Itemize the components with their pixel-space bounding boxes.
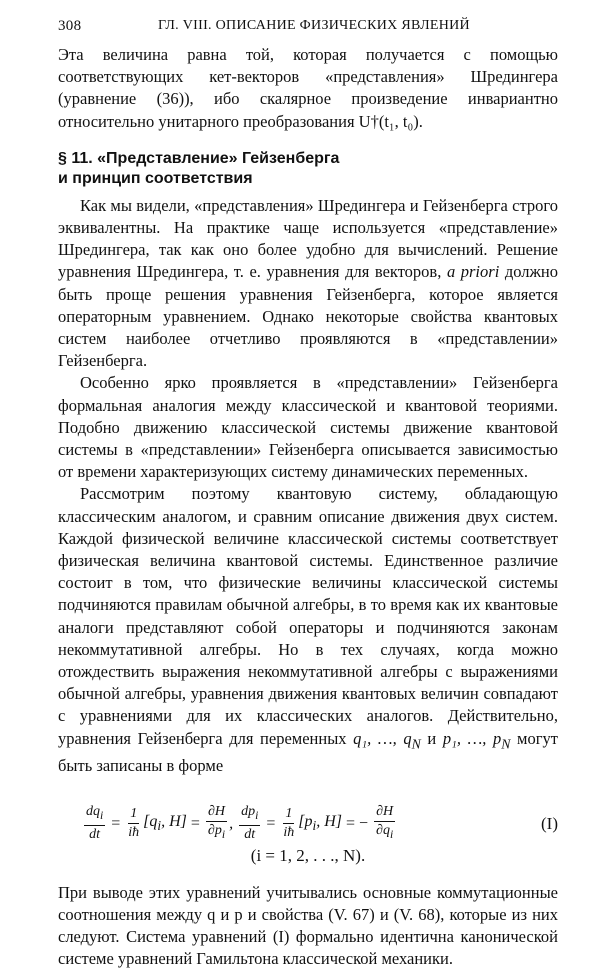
section-title-line2: и принцип соответствия <box>58 169 253 187</box>
intro-paragraph: Эта величина равна той, которая получается с помощью соответствующих кет-векторов «представления» Шредингера (уравнение (36)), ибо скалярное произведение инвариантно относительно унитарного преобразования U†(t₁, t₀). <box>58 45 558 131</box>
fraction-1-over-ih: $\frac{1}{iħ}$ <box>128 806 140 841</box>
equation-number: (I) <box>541 814 558 834</box>
paragraph-1-text-a: Как мы видели, «представления» Шредингера и Гейзенберга строго эквивалентны. На практике чаще используется «представление» Шредингера, так как оно более удобно для вычислений. Решение уравнения Шредингера, т. е. уравнения для векторов, <box>58 195 558 282</box>
section-heading <box>58 149 558 189</box>
equation-line: $\frac{dq_i}{dt}$ = $\frac{1}{iħ}$ [$q_i$, H] = $\frac{\partial H}{\partial p_i}$ , $\frac{dp_i}{dt}$ = $\frac{1}{iħ}$ [$p_i$, H] = − $\frac{\partial H}{\partial q_i}$ <box>86 804 394 843</box>
paragraph-3-text-a: Рассмотрим поэтому квантовую систему, обладающую классическим аналогом, и сравним описание движения двух систем. Каждой физической величине классической системы соответствует физическая величина квантовой системы. Единственное различие состоит в том, что физические величины классической системы подчиняются правилам обычной алгебры, в то время как их квантовые аналоги представляют собой операторы и подчиняются законам некоммутативной алгебры. Но в тех случаях, когда можно отождествить выражения некоммутативной алгебры с выражениями обычной алгебры, уравнения движения квантовых величин совпадают с уравнениями для их классических аналогов. Действительно, уравнения Гейзенберга для переменных <box>58 484 558 748</box>
commutator-p-h: [$p_i$, H] <box>298 812 342 833</box>
a-priori-term: a priori <box>446 262 500 282</box>
paragraph-3 <box>58 483 558 777</box>
fraction-1-over-ih-2: $\frac{1}{iħ}$ <box>283 806 295 841</box>
fraction-dh-dq: $\frac{\partial H}{\partial q_i}$ <box>376 804 394 842</box>
conjunction: и <box>420 728 443 748</box>
paragraph-4: При выводе этих уравнений учитывались основные коммутационные соотношения между q и p и свойства (V. 67) и (V. 68), которые из них следуют. Система уравнений (I) формально идентична канонической системе уравнений Гамильтона классической механики. <box>58 882 558 969</box>
variables-p: p₁, …, $p_N$ <box>442 728 511 751</box>
page-number: 308 <box>58 18 82 34</box>
section-title-line1: § 11. «Представление» Гейзенберга <box>58 149 340 167</box>
paragraph-1 <box>58 195 558 373</box>
paragraph-1-text-b: должно быть проще решения уравнения Гейзенберга, которое является операторным уравнением. Однако некоторые свойства квантовых систем наиболее отчетливо проявляются в «представлении» Гейзенберга. <box>58 262 558 371</box>
fraction-dq-dt: $\frac{dq_i}{dt}$ <box>86 804 104 843</box>
running-title: ГЛ. VIII. ОПИСАНИЕ ФИЗИЧЕСКИХ ЯВЛЕНИЙ <box>158 18 470 33</box>
variables-q: q₁, …, $q_N$ <box>353 728 421 751</box>
heisenberg-equations <box>58 787 558 851</box>
paragraph-3-text-b: могут быть записаны в форме <box>58 728 558 776</box>
index-range: (i = 1, 2, . . ., N). <box>250 846 366 866</box>
fraction-dh-dp: $\frac{\partial H}{\partial p_i}$ <box>207 804 226 842</box>
page-body <box>58 44 558 970</box>
commutator-q-h: [$q_i$, H] <box>143 812 187 833</box>
fraction-dp-dt: $\frac{dp_i}{dt}$ <box>241 804 259 843</box>
paragraph-2: Особенно ярко проявляется в «представлении» Гейзенберга формальная аналогия между классической и квантовой теориями. Подобно движению классической системы движение квантовой системы в «представлении» Гейзенберга описывается зависимостью от времени характеризующих систему динамических переменных. <box>58 373 558 482</box>
